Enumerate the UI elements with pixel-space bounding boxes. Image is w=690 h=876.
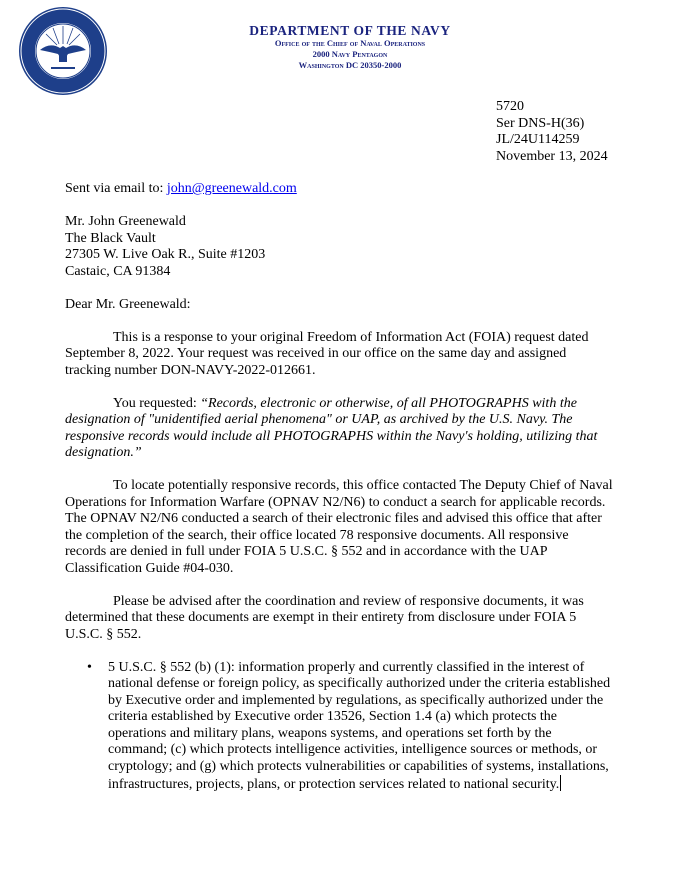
reference-block — [496, 99, 608, 165]
seal-icon — [18, 6, 108, 96]
bullet-line: criteria established by Executive order 13526, Section 1.4 (a) which protects the — [108, 709, 558, 724]
bullet-line: command; (c) which protects intelligence activities, intelligence sources or methods, or — [108, 742, 598, 757]
paragraph-line: To locate potentially responsive records, this office contacted The Deputy Chief of Naval — [113, 478, 613, 493]
bullet-line: by Executive order and implemented by regulations, as specifically authorized under the — [108, 692, 604, 708]
paragraph-line: tracking number DON-NAVY-2022-012661. — [65, 362, 316, 378]
office-address-line2: Washington DC 20350-2000 — [298, 60, 402, 70]
paragraph-4 — [65, 594, 625, 644]
sent-via-label: Sent via email to: — [65, 181, 167, 196]
paragraph-line: Operations for Information Warfare (OPNAV N2/N6) to conduct a search for applicable records. — [65, 494, 606, 510]
request-lead: You requested: — [113, 395, 201, 411]
paragraph-2-request-quote — [65, 396, 625, 462]
department-title: DEPARTMENT OF THE NAVY — [249, 23, 451, 38]
paragraph-line: This is a response to your original Freedom of Information Act (FOIA) request dated — [113, 329, 589, 345]
request-quote: “Records, electronic or otherwise, of all PHOTOGRAPHS with the — [200, 395, 577, 411]
serial-number: Ser DNS-H(36) — [496, 115, 585, 131]
paragraph-line: September 8, 2022. Your request was received in our office on the same day and assigned — [65, 346, 567, 361]
addressee-org: The Black Vault — [65, 230, 156, 246]
salutation: Dear Mr. Greenewald: — [65, 296, 191, 312]
addressee-city: Castaic, CA 91384 — [65, 263, 171, 279]
paragraph-line: The OPNAV N2/N6 conducted a search of their electronic files and advised this office that after — [65, 511, 602, 526]
paragraph-1 — [65, 330, 625, 380]
paragraph-line: U.S.C. § 552. — [65, 626, 142, 642]
office-address-line1: 2000 Navy Pentagon — [312, 49, 388, 59]
text-cursor — [560, 775, 561, 791]
request-quote: designation of "unidentified aerial phenomena" or UAP, as archived by the U.S. Navy. The — [65, 412, 573, 427]
paragraph-line: Classification Guide #04-030. — [65, 560, 234, 576]
paragraph-line: the completion of the search, their office located 78 responsive documents. All responsive — [65, 527, 569, 543]
reference-code: JL/24U114259 — [496, 132, 580, 147]
paragraph-3 — [65, 478, 625, 577]
sent-via-line — [65, 181, 625, 198]
addressee-block — [65, 214, 625, 280]
ssic-code: 5720 — [496, 99, 524, 114]
paragraph-line: determined that these documents are exempt in their entirety from disclosure under FOIA 5 — [65, 610, 577, 625]
request-quote: designation.” — [65, 445, 142, 460]
dod-seal-logo — [18, 6, 108, 96]
letter-body — [65, 181, 625, 794]
bullet-line: cryptology; and (g) which protects vulnerabilities or capabilities of systems, installations, — [108, 758, 609, 774]
paragraph-line: records are denied in full under FOIA 5 U.S.C. § 552 and in accordance with the UAP — [65, 544, 548, 559]
office-name: Office of the Chief of Naval Operations — [274, 38, 426, 48]
addressee-street: 27305 W. Live Oak R., Suite #1203 — [65, 247, 266, 262]
paragraph-line: Please be advised after the coordination and review of responsive documents, it was — [113, 593, 584, 609]
request-quote: responsive records would include all PHOTOGRAPHS within the Navy's holding, utilizing that — [65, 428, 598, 444]
bullet-line-last[interactable] — [108, 775, 625, 794]
bullet-line: operations and military plans, weapons systems, and operations set forth by the — [108, 725, 552, 741]
bullet-line: 5 U.S.C. § 552 (b) (1): information properly and currently classified in the interest of — [108, 659, 585, 675]
email-link[interactable]: john@greenewald.com — [166, 181, 297, 196]
exemption-bullet — [65, 660, 625, 794]
paragraph-line — [65, 396, 625, 413]
bullet-icon: • — [87, 659, 92, 675]
letterhead — [230, 24, 470, 71]
bullet-line-text: infrastructures, projects, plans, or protection services related to national security. — [108, 777, 560, 792]
bullet-line: national defense or foreign policy, as specifically authorized under the criteria established — [108, 676, 611, 691]
addressee-name: Mr. John Greenewald — [65, 214, 186, 229]
letter-date: November 13, 2024 — [496, 148, 608, 164]
